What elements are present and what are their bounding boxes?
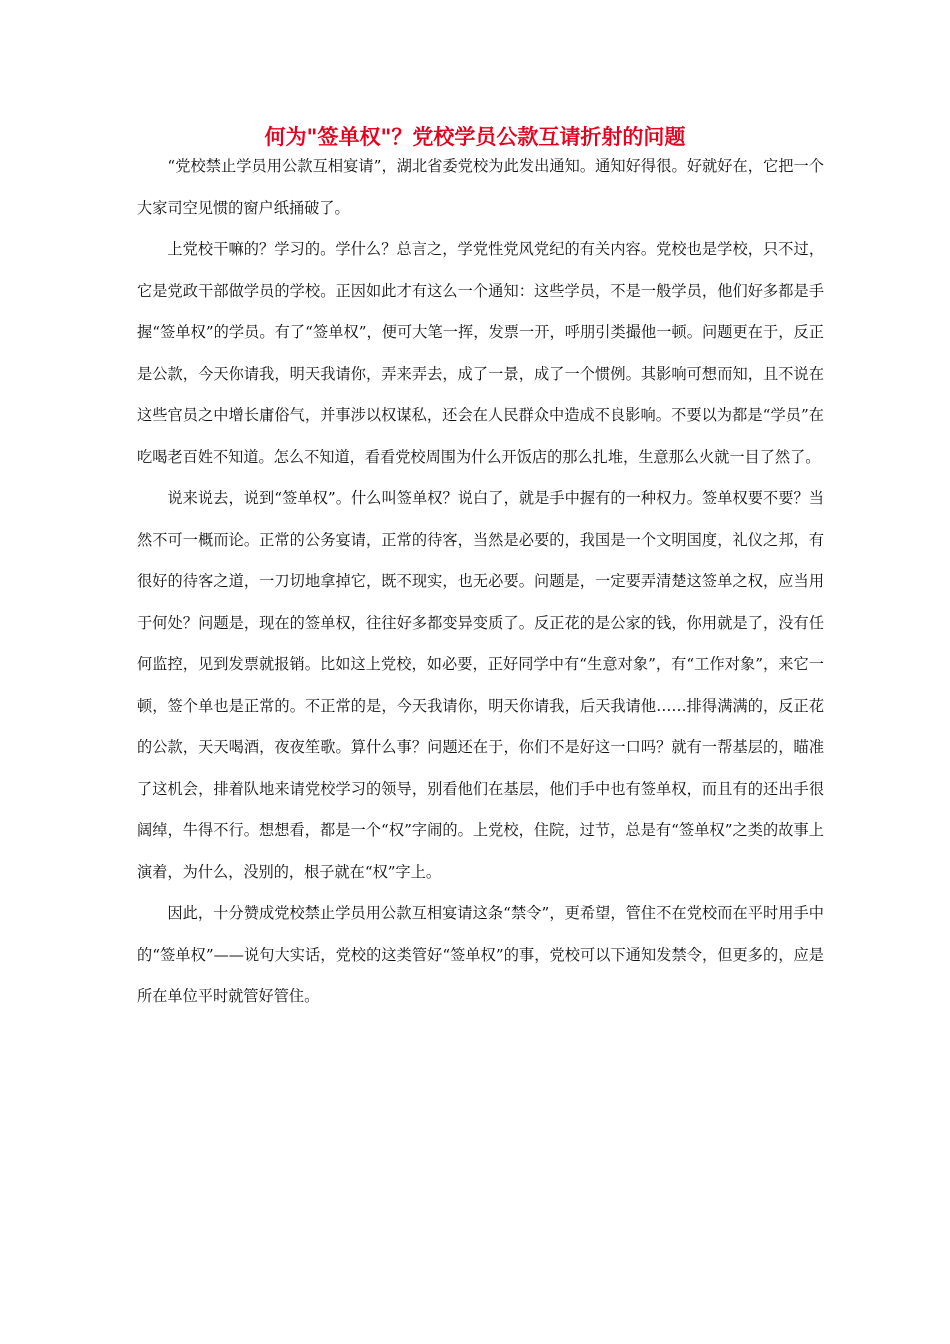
paragraph-4: 因此，十分赞成党校禁止学员用公款互相宴请这条“禁令”，更希望，管住不在党校而在平时用手中的“签单权”——说句大实话，党校的这类管好“签单权”的事，党校可以下通知发禁令，但更多的，应是所在单位平时就管好管住。 [137,904,824,1005]
paragraph-1: “党校禁止学员用公款互相宴请”，湖北省委党校为此发出通知。通知好得很。好就好在，它把一个大家司空见惯的窗户纸捅破了。 [137,157,824,217]
paragraph-2: 上党校干嘛的？学习的。学什么？总言之，学党性党风党纪的有关内容。党校也是学校，只不过，它是党政干部做学员的学校。正因如此才有这么一个通知：这些学员，不是一般学员，他们好多都是手握“签单权”的学员。有了“签单权”，便可大笔一挥，发票一开，呼朋引类撮他一顿。问题更在于，反正是公款，今天你请我，明天我请你，弄来弄去，成了一景，成了一个惯例。其影响可想而知，且不说在这些官员之中增长庸俗气，并事涉以权谋私，还会在人民群众中造成不良影响。不要以为都是“学员”在吃喝老百姓不知道。怎么不知道，看看党校周围为什么开饭店的那么扎堆，生意那么火就一目了然了。 [137,240,824,466]
document-body [137,146,824,1018]
paragraph-3: 说来说去，说到“签单权”。什么叫签单权？说白了，就是手中握有的一种权力。签单权要不要？当然不可一概而论。正常的公务宴请，正常的待客，当然是必要的，我国是一个文明国度，礼仪之邦，有很好的待客之道，一刀切地拿掉它，既不现实，也无必要。问题是，一定要弄清楚这签单之权，应当用于何处？问题是，现在的签单权，往往好多都变异变质了。反正花的是公家的钱，你用就是了，没有任何监控，见到发票就报销。比如这上党校，如必要，正好同学中有“生意对象”，有“工作对象”，来它一顿，签个单也是正常的。不正常的是，今天我请你，明天你请我，后天我请他……排得满满的，反正花的公款，天天喝酒，夜夜笙歌。算什么事？问题还在于，你们不是好这一口吗？就有一帮基层的，瞄准了这机会，排着队地来请党校学习的领导，别看他们在基层，他们手中也有签单权，而且有的还出手很阔绰，牛得不行。想想看，都是一个“权”字闹的。上党校，住院，过节，总是有“签单权”之类的故事上演着，为什么，没别的，根子就在“权”字上。 [137,489,824,881]
document-title: 何为"签单权"？党校学员公款互请折射的问题 [264,125,686,149]
